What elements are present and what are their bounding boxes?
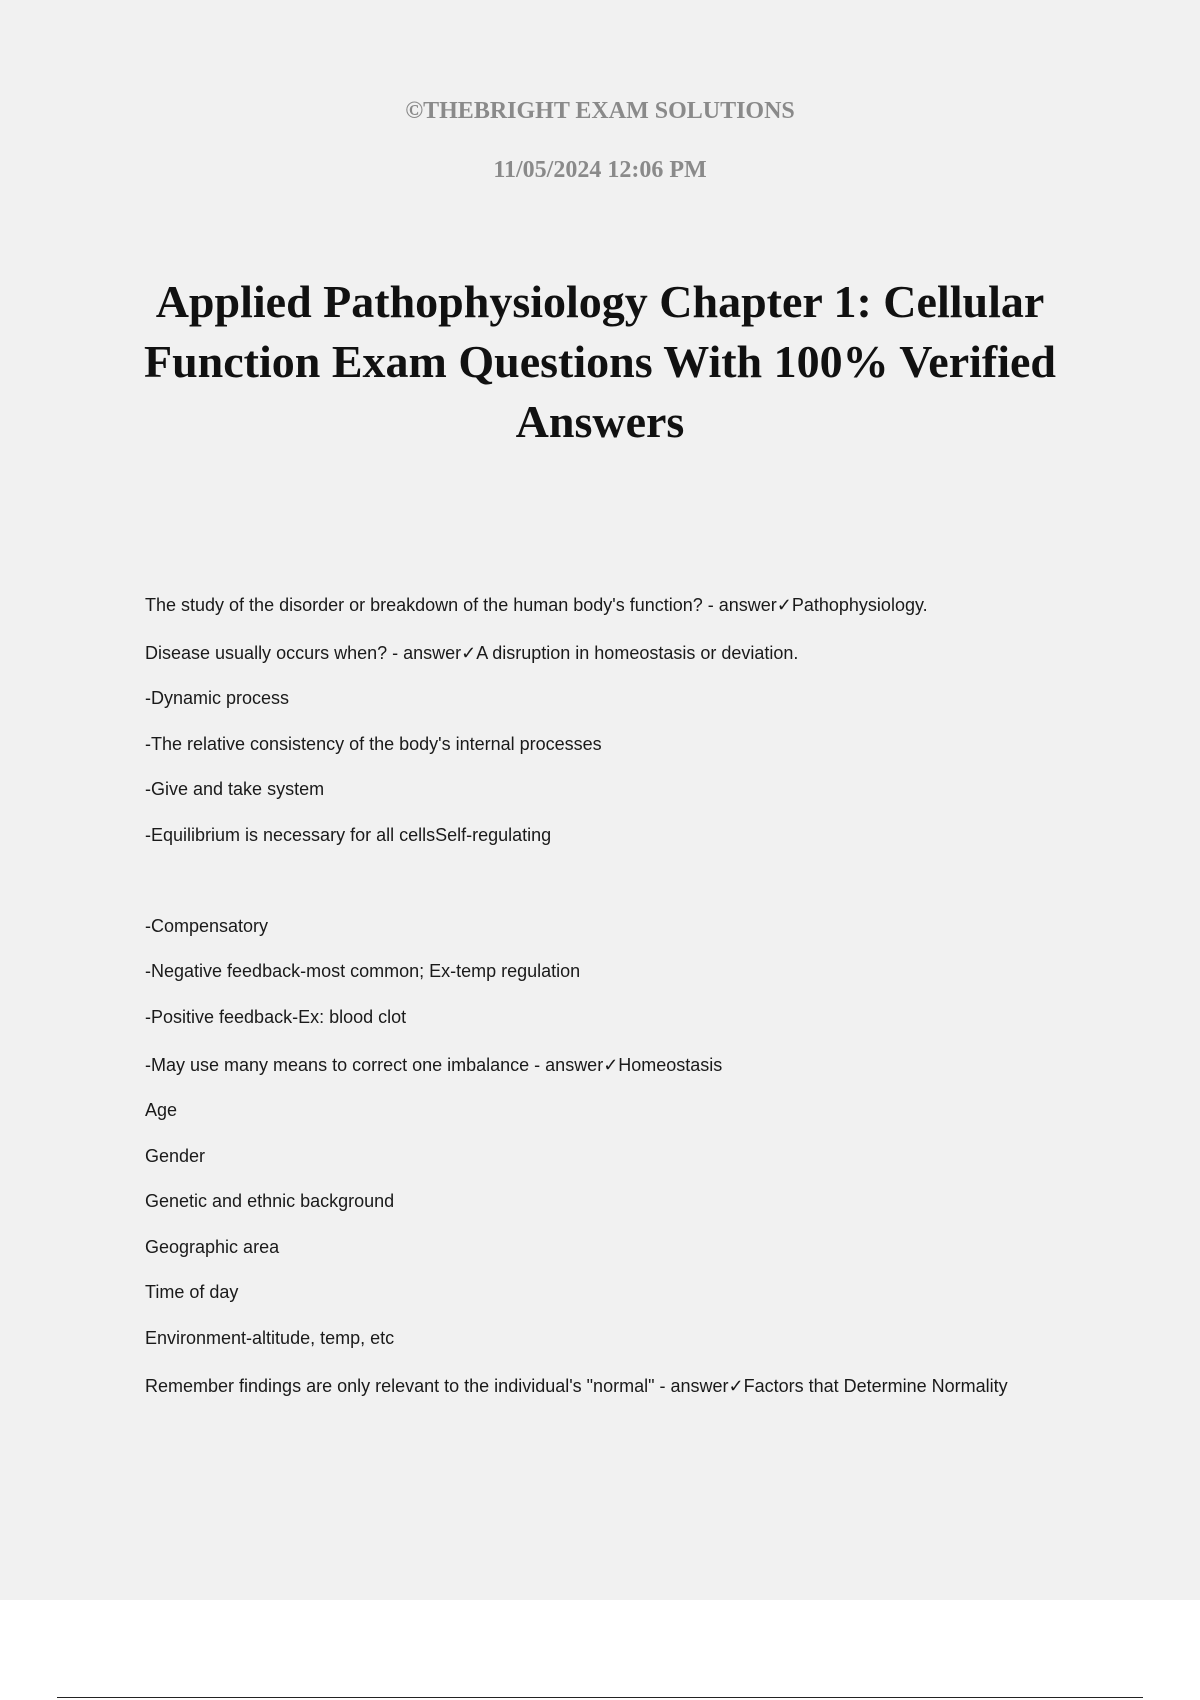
qa-line: Remember findings are only relevant to the individual's "normal" - answer✓Factors that Determine Normality [145,1376,1008,1396]
qa-line: Age [145,1100,178,1120]
qa-line: -Give and take system [145,779,325,799]
qa-line: Environment-altitude, temp, etc [145,1328,395,1348]
footer-divider [57,1697,1143,1698]
qa-line: Time of day [145,1282,239,1302]
qa-line: Disease usually occurs when? - answer✓A disruption in homeostasis or deviation. [145,643,799,663]
qa-line: -Positive feedback-Ex: blood clot [145,1007,407,1027]
qa-line: -Negative feedback-most common; Ex-temp regulation [145,961,581,981]
datetime-header: 11/05/2024 12:06 PM [493,157,707,183]
copyright-header: ©THEBRIGHT EXAM SOLUTIONS [405,98,795,124]
qa-line: The study of the disorder or breakdown of the human body's function? - answer✓Pathophysiology. [145,595,928,615]
qa-line: Gender [145,1146,206,1166]
qa-line: -The relative consistency of the body's internal processes [145,734,602,754]
qa-line: -Dynamic process [145,688,290,708]
qa-line: -May use many means to correct one imbalance - answer✓Homeostasis [145,1055,723,1075]
qa-line: -Compensatory [145,916,269,936]
qa-line: Geographic area [145,1237,280,1257]
document-title: Applied Pathophysiology Chapter 1: Cellular Function Exam Questions With 100% Verified Answers [143,276,1057,447]
qa-line: Genetic and ethnic background [145,1191,395,1211]
qa-line: -Equilibrium is necessary for all cellsSelf-regulating [145,825,552,845]
